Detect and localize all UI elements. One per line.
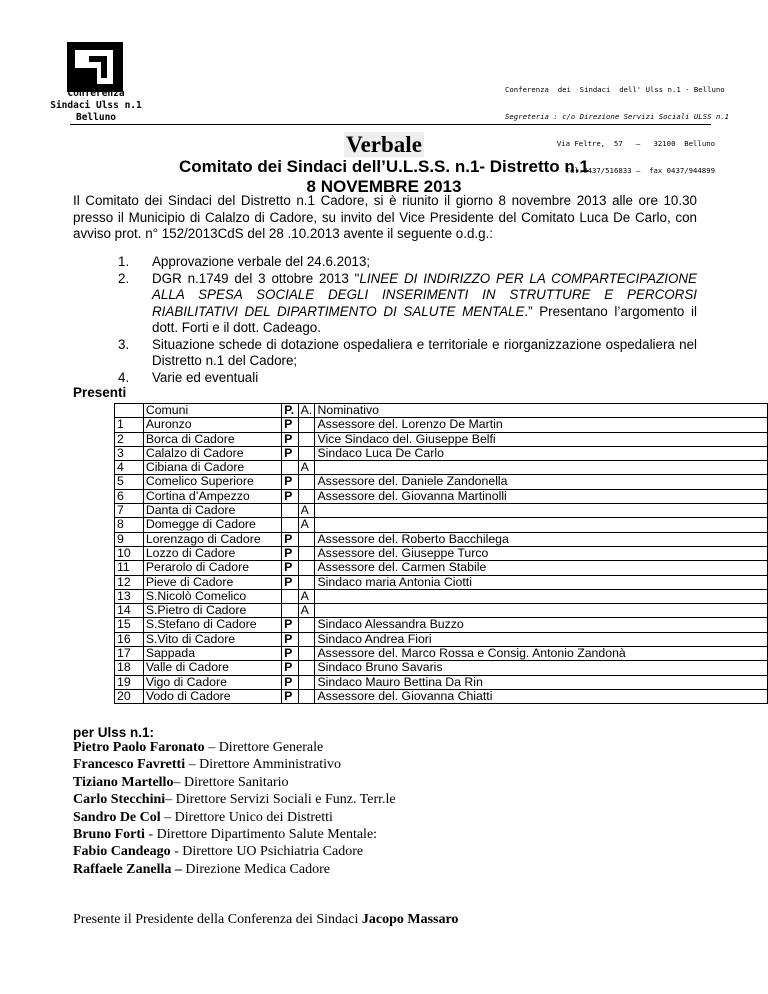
cell-comune: S.Vito di Cadore [143,632,281,646]
cell-comune: Auronzo [143,418,281,432]
staff-name: Carlo Stecchini [73,792,166,808]
cell-absent [298,561,315,575]
staff-item [73,756,396,773]
cell-absent [298,546,315,560]
cell-num: 16 [115,632,144,646]
cell-nominativo: Sindaco Andrea Fiori [315,632,768,646]
cell-num: 4 [115,461,144,475]
cell-present: P [282,418,298,432]
header-absent: A. [298,404,315,418]
cell-present: P [282,675,298,689]
cell-absent [298,689,315,703]
cell-num: 5 [115,475,144,489]
cell-absent [298,475,315,489]
address-line: Conferenza dei Sindaci dell' Ulss n.1 - Belluno [505,85,725,94]
table-row [115,589,768,603]
staff-list [73,739,396,878]
cell-num: 9 [115,532,144,546]
staff-item [73,826,396,843]
cell-nominativo: Assessore del. Lorenzo De Martin [315,418,768,432]
staff-name: Bruno Forti [73,827,145,843]
cell-nominativo: Assessore del. Giovanna Martinolli [315,489,768,503]
cell-nominativo: Assessore del. Marco Rossa e Consig. Antonio Zandonà [315,647,768,661]
cell-nominativo: Sindaco Mauro Bettina Da Rin [315,675,768,689]
cell-comune: Danta di Cadore [143,504,281,518]
cell-present: P [282,689,298,703]
agenda-item [118,254,697,271]
cell-num: 12 [115,575,144,589]
attendance-label: Presenti [73,385,127,400]
org-name [50,88,142,124]
staff-item [73,809,396,826]
staff-role: Direzione Medica Cadore [181,861,330,877]
doc-subtitle: Comitato dei Sindaci dell’U.L.S.S. n.1- Distretto n.1 [179,157,589,176]
cell-absent [298,418,315,432]
cell-comune: Sappada [143,647,281,661]
cell-absent [298,675,315,689]
cell-absent [298,647,315,661]
agenda-text-after: .” Presentano l’argomento il dott. Forti e il dott. Cadeago. [152,303,698,335]
cell-absent [298,661,315,675]
staff-item [73,843,396,860]
cell-absent: A [298,604,315,618]
staff-name: Pietro Paolo Faronato [73,740,205,755]
cell-comune: Vigo di Cadore [143,675,281,689]
cell-present: P [282,475,298,489]
org-name-line: Conferenza [67,88,125,99]
staff-role: – Direttore Unico dei Distretti [160,809,333,825]
address-line: Tel.0437/516833 – fax 0437/944899 [565,166,715,175]
agenda-text: DGR n.1749 del 3 ottobre 2013 " [152,270,360,286]
attendance-table [114,403,768,704]
staff-name: Sandro De Col [73,809,161,825]
cell-nominativo [315,589,768,603]
table-row [115,675,768,689]
cell-comune: S.Pietro di Cadore [143,604,281,618]
table-row [115,632,768,646]
agenda-number: 4. [118,369,130,385]
cell-comune: Valle di Cadore [143,661,281,675]
doc-date: 8 NOVEMBRE 2013 [306,177,462,196]
address-line: Via Feltre, 57 – 32100 Belluno [556,139,715,148]
agenda-number: 3. [118,336,130,352]
cell-present: P [282,661,298,675]
cell-comune: Pieve di Cadore [143,575,281,589]
president-name: Jacopo Massaro [361,912,459,927]
intro-paragraph: Il Comitato dei Sindaci del Distretto n.1 Cadore, si è riunito il giorno 8 novembre 2013 alle ore 10.30 presso il Municipio di Calalzo di Cadore, su invito del Vice Presidente del Comitato Luca De Carlo, con avviso prot. n° 152/2013CdS del 28 .10.2013 avente il seguente o.d.g.: [73,193,697,241]
cell-comune: S.Nicolò Comelico [143,589,281,603]
cell-nominativo [315,461,768,475]
cell-num: 18 [115,661,144,675]
cell-num: 6 [115,489,144,503]
table-header-row [115,404,768,418]
table-row [115,432,768,446]
cell-present: P [282,546,298,560]
cell-comune: Comelico Superiore [143,475,281,489]
cell-nominativo: Assessore del. Roberto Bacchilega [315,532,768,546]
cell-present: P [282,532,298,546]
agenda-text: Varie ed eventuali [152,369,259,385]
table-row [115,546,768,560]
table-row [115,618,768,632]
cell-absent [298,618,315,632]
org-name-line: Sindaci Ulss n.1 [50,100,142,111]
table-row [115,661,768,675]
cell-nominativo [315,518,768,532]
cell-nominativo: Sindaco Bruno Savaris [315,661,768,675]
cell-comune: Vodo di Cadore [143,689,281,703]
cell-present: P [282,575,298,589]
table-row [115,489,768,503]
staff-item [73,739,396,756]
cell-present: P [282,432,298,446]
cell-comune: Cortina d’Ampezzo [143,489,281,503]
cell-num: 15 [115,618,144,632]
table-row [115,647,768,661]
agenda-text-italic: LINEE DI INDIRIZZO PER LA COMPARTECIPAZIONE ALLA SPESA SOCIALE DEGLI INSERIMENTI IN STRUTTURE E PERCORSI RIABILITATIVI DEL DIPARTIMENTO DI SALUTE MENTALE [152,270,697,319]
cell-present: P [282,632,298,646]
staff-role: – Direttore Generale [204,740,324,755]
cell-absent: A [298,589,315,603]
header-num [115,404,144,418]
staff-role: - Direttore UO Psichiatria Cadore [170,844,364,860]
table-row [115,518,768,532]
staff-name: Raffaele Zanella – [73,861,182,877]
table-row [115,446,768,460]
cell-comune: S.Stefano di Cadore [143,618,281,632]
staff-role: – Direttore Sanitario [173,774,289,790]
table-row [115,532,768,546]
staff-name: Francesco Favretti [73,757,186,773]
table-row [115,604,768,618]
cell-absent: A [298,461,315,475]
agenda-item [118,337,697,370]
cell-num: 14 [115,604,144,618]
staff-role: – Direttore Servizi Sociali e Funz. Terr.le [165,792,396,808]
org-name-line: Belluno [75,112,117,123]
table-row [115,461,768,475]
cell-absent [298,575,315,589]
cell-present: P [282,561,298,575]
cell-absent [298,532,315,546]
cell-num: 17 [115,647,144,661]
cell-nominativo [315,604,768,618]
header-comune: Comuni [143,404,281,418]
staff-name: Tiziano Martello [73,774,174,790]
cell-num: 20 [115,689,144,703]
cell-present: P [282,489,298,503]
cell-num: 19 [115,675,144,689]
doc-title: Verbale [346,132,422,157]
cell-comune: Calalzo di Cadore [143,446,281,460]
staff-name: Fabio Candeago [73,844,171,860]
cell-present [282,504,298,518]
staff-item [73,791,396,808]
header-divider [70,124,711,125]
cell-num: 3 [115,446,144,460]
table-row [115,689,768,703]
staff-role: – Direttore Amministrativo [185,757,342,773]
cell-comune: Perarolo di Cadore [143,561,281,575]
address-line: Segreteria : c/o Direzione Servizi Sociali ULSS n.1 [505,112,730,121]
cell-num: 1 [115,418,144,432]
cell-present: P [282,446,298,460]
cell-num: 11 [115,561,144,575]
conference-logo [67,42,123,92]
cell-present: P [282,618,298,632]
cell-comune: Cibiana di Cadore [143,461,281,475]
cell-nominativo: Assessore del. Carmen Stabile [315,561,768,575]
staff-item [73,774,396,791]
cell-comune: Borca di Cadore [143,432,281,446]
cell-present: P [282,647,298,661]
cell-present [282,518,298,532]
cell-absent: A [298,518,315,532]
cell-nominativo: Assessore del. Giovanna Chiatti [315,689,768,703]
cell-absent [298,432,315,446]
table-row [115,418,768,432]
cell-num: 8 [115,518,144,532]
staff-role: - Direttore Dipartimento Salute Mentale: [144,827,378,843]
header-nominativo: Nominativo [315,404,768,418]
cell-num: 13 [115,589,144,603]
cell-nominativo [315,504,768,518]
cell-absent: A [298,504,315,518]
ulss-label: per Ulss n.1: [73,725,155,740]
cell-nominativo: Assessore del. Giuseppe Turco [315,546,768,560]
cell-nominativo: Vice Sindaco del. Giuseppe Belfi [315,432,768,446]
cell-present [282,461,298,475]
cell-comune: Lorenzago di Cadore [143,532,281,546]
agenda-item [118,370,697,387]
cell-absent [298,489,315,503]
cell-present [282,604,298,618]
cell-comune: Domegge di Cadore [143,518,281,532]
cell-present [282,589,298,603]
table-row [115,504,768,518]
agenda-number: 2. [118,270,130,286]
cell-nominativo: Sindaco Alessandra Buzzo [315,618,768,632]
cell-comune: Lozzo di Cadore [143,546,281,560]
cell-nominativo: Sindaco maria Antonia Ciotti [315,575,768,589]
agenda-number: 1. [118,254,130,269]
cell-absent [298,632,315,646]
table-row [115,575,768,589]
table-row [115,475,768,489]
cell-num: 7 [115,504,144,518]
president-text: Presente il Presidente della Conferenza dei Sindaci [73,912,362,927]
table-row [115,561,768,575]
cell-nominativo: Assessore del. Daniele Zandonella [315,475,768,489]
staff-item [73,861,396,878]
agenda-text: Situazione schede di dotazione ospedaliera e territoriale e riorganizzazione ospedaliera nel Distretto n.1 del Cadore; [152,336,697,368]
agenda-item [118,271,697,337]
cell-absent [298,446,315,460]
cell-num: 10 [115,546,144,560]
cell-num: 2 [115,432,144,446]
agenda-list [118,254,697,386]
header-present: P. [282,404,298,418]
cell-nominativo: Sindaco Luca De Carlo [315,446,768,460]
agenda-text: Approvazione verbale del 24.6.2013; [152,254,371,269]
president-note [73,912,458,928]
